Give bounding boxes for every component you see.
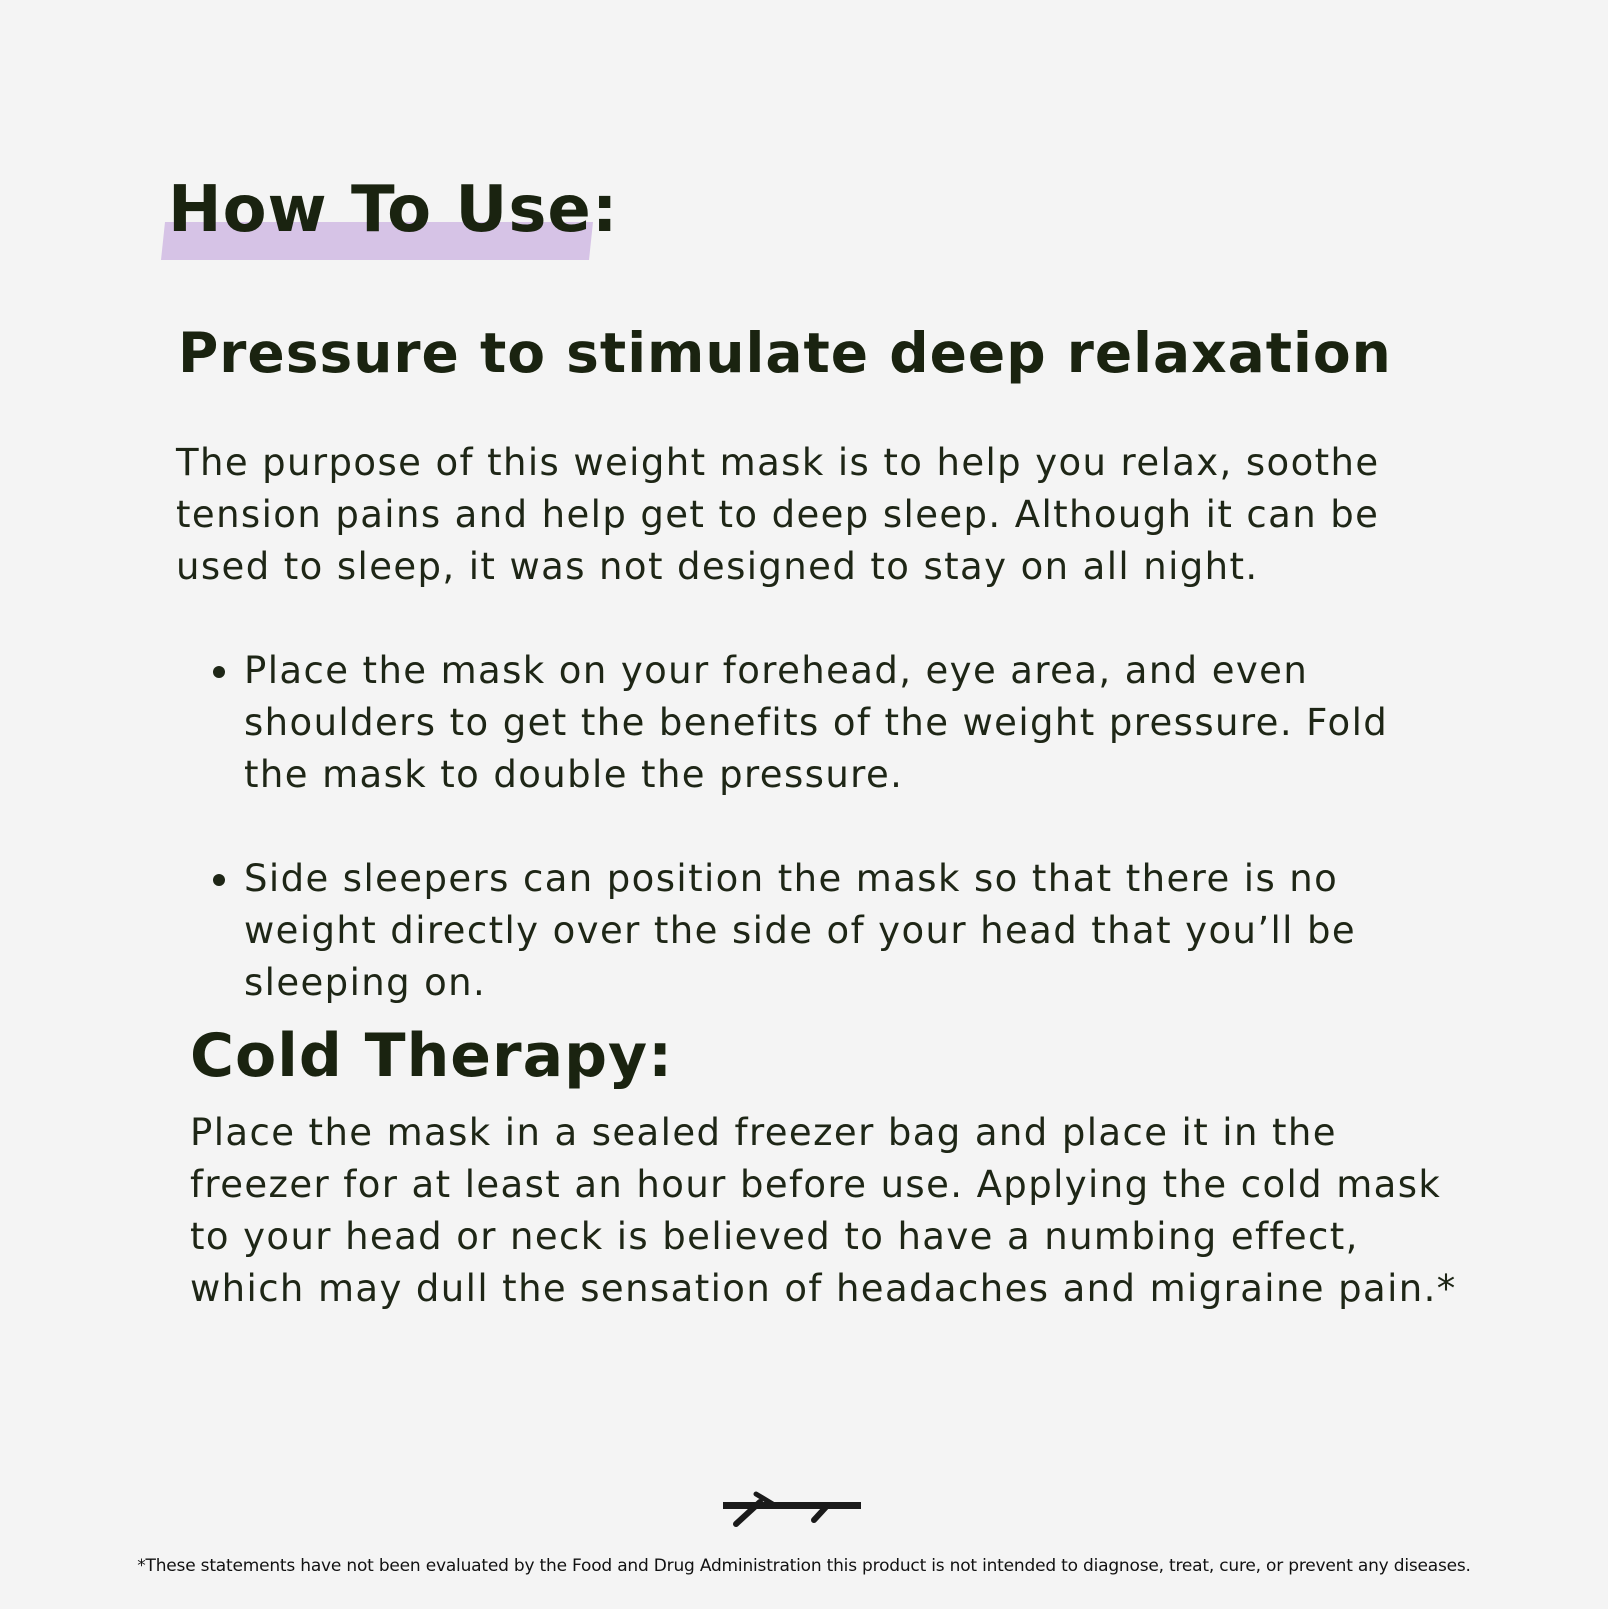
list-item [196, 645, 1456, 801]
pressure-heading: Pressure to stimulate deep relaxation [178, 321, 1392, 385]
page-title-wrap [160, 173, 619, 247]
list-item-text: Place the mask on your forehead, eye area, and even shoulders to get the benefits of the weight pressure. Fold the mask to double the pressure. [244, 649, 1389, 796]
pressure-bullet-list [196, 645, 1456, 1061]
list-item [196, 853, 1456, 1009]
list-item-text: Side sleepers can position the mask so that there is no weight directly over the side of your head that you’ll be sleeping on. [244, 857, 1357, 1004]
cold-therapy-heading: Cold Therapy: [190, 1021, 674, 1091]
bullet-icon [213, 874, 225, 886]
cold-therapy-body: Place the mask in a sealed freezer bag and place it in the freezer for at least an hour before use. Applying the cold mask to your head or neck is believed to have a numbing effect, which may dull the sensation of headaches and migraine pain.* [190, 1111, 1457, 1310]
page-title: How To Use: [168, 173, 619, 247]
bullet-icon [213, 666, 225, 678]
pressure-intro: The purpose of this weight mask is to help you relax, soothe tension pains and help get to deep sleep. Although it can be used to sleep, it was not designed to stay on all night. [176, 441, 1380, 588]
disclaimer: *These statements have not been evaluated by the Food and Drug Administration this product is not intended to diagnose, treat, cure, or prevent any diseases. [137, 1556, 1471, 1576]
branch-logo-icon [718, 1490, 868, 1530]
